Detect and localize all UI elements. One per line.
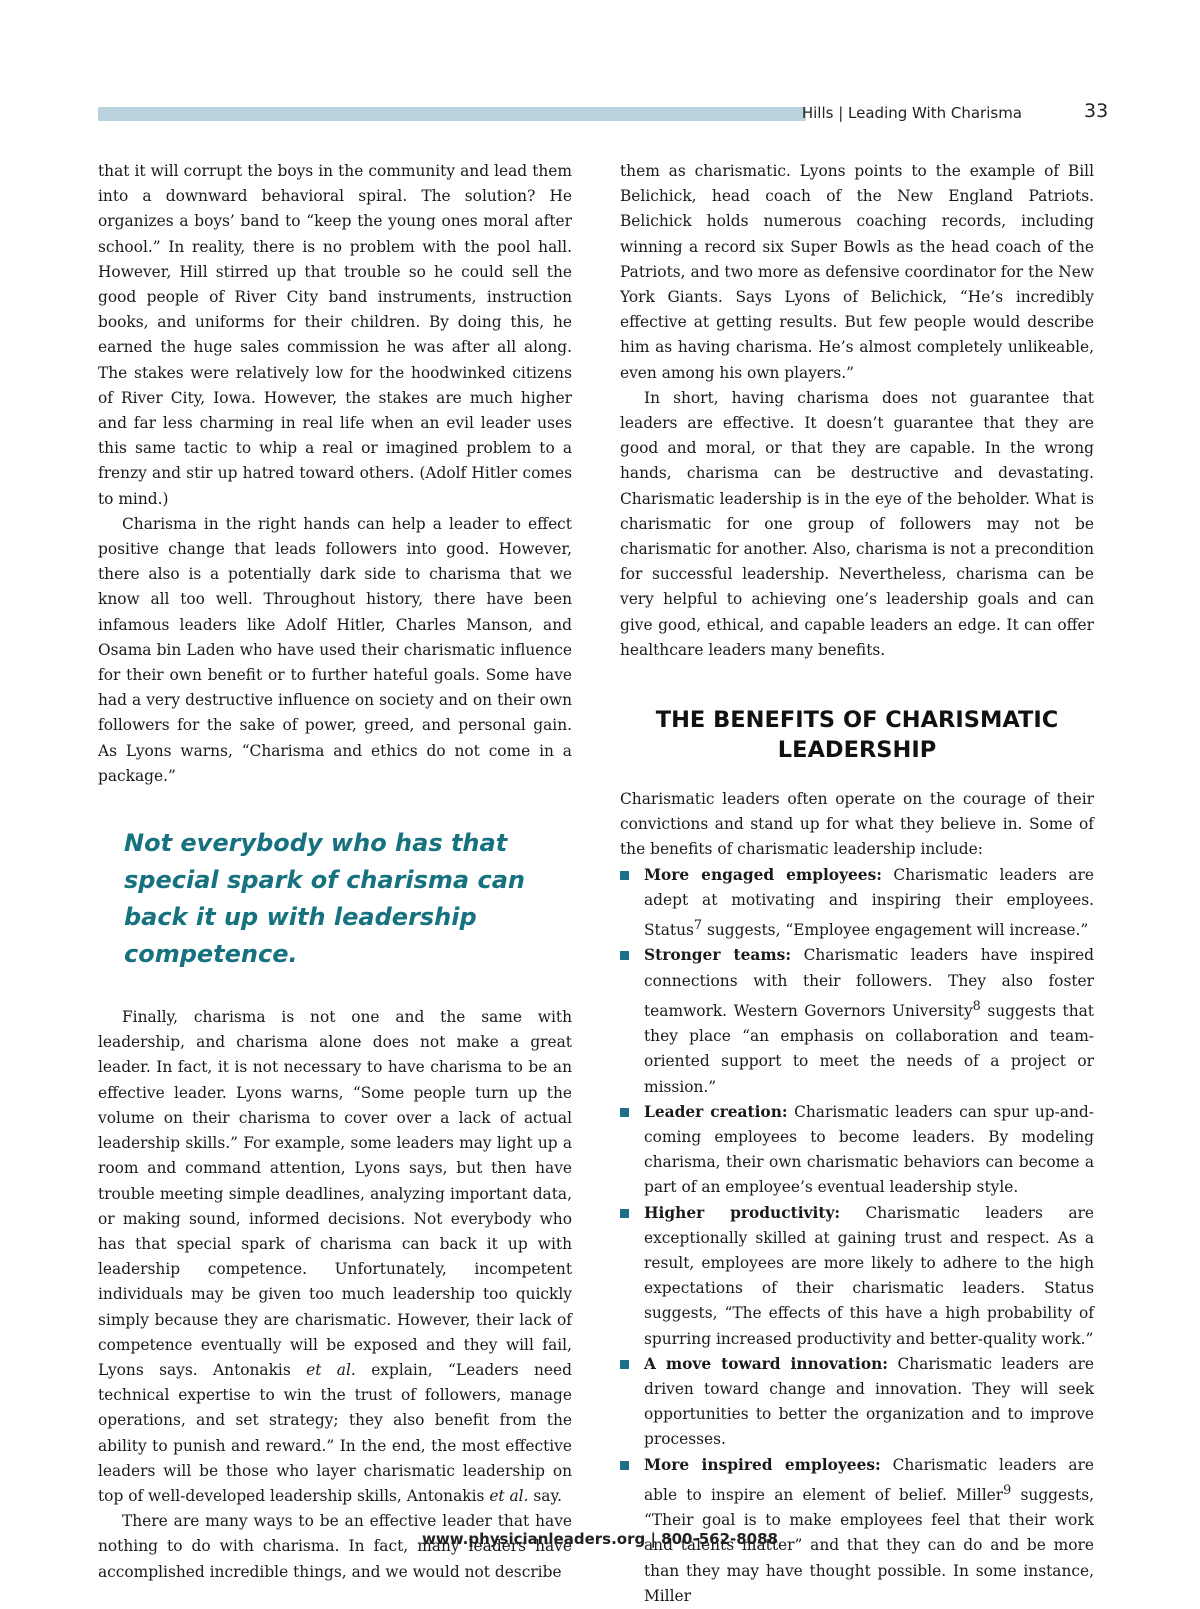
benefit-title: More inspired employees: — [644, 1455, 881, 1474]
paragraph — [98, 1005, 572, 1509]
et-al: et al. — [489, 1486, 529, 1505]
text-run: Finally, charisma is not one and the same with leadership, and charisma alone does not make a great leader. In fact, it is not necessary to have charisma to be an effective leader. Lyons warns, “Some people turn up the volume on their charisma to cover over a lack of actual leadership skills.” For example, some leaders may light up a room and command attention, Lyons says, but then have trouble meeting simple deadlines, analyzing important data, or making sound, informed decisions. Not everybody who has that special spark of charisma can back it up with leadership competence. Unfortunately, incompetent individuals may be given too much leadership too quickly simply because they are charismatic. However, their lack of competence eventually will be exposed and they will fail, Lyons says. Antonakis — [98, 1008, 572, 1379]
footer-contact: www.physicianleaders.org | 800-562-8088 — [422, 1530, 778, 1548]
footnote-ref: 9 — [1003, 1482, 1012, 1498]
running-title: Hills | Leading With Charisma — [801, 104, 1022, 122]
text-run: say. — [528, 1486, 563, 1505]
square-bullet-icon — [620, 1108, 629, 1117]
left-column — [98, 159, 572, 1585]
benefit-text: suggests that they place “an emphasis on collaboration and team-oriented support to meet the needs of a project or mission.” — [644, 1001, 1094, 1096]
paragraph: There are many ways to be an effective leader that have nothing to do with charisma. In fact, many leaders have accomplished incredible things, and we would not describe — [98, 1512, 572, 1581]
footnote-ref: 7 — [693, 918, 703, 934]
footnote-ref: 8 — [972, 998, 981, 1014]
paragraph: them as charismatic. Lyons points to the example of Bill Belichick, head coach of the New England Patriots. Belichick holds numerous coaching records, including winning a record six Super Bowls as the head coach of the Patriots, and two more as defensive coordinator for the New York Giants. Says Lyons of Belichick, “He’s incredibly effective at getting results. But few people would describe him as having charisma. He’s almost completely unlikeable, even among his own players.” — [620, 162, 1094, 382]
list-item — [620, 1352, 1094, 1453]
list-item — [620, 1201, 1094, 1352]
paragraph: Charisma in the right hands can help a leader to effect positive change that leads followers into good. However, there also is a potentially dark side to charisma that we know all too well. Throughout history, there have been infamous leaders like Adolf Hitler, Charles Manson, and Osama bin Laden who have used their charismatic influence for their own benefit or to further hateful goals. Some have had a very destructive influence on society and on their own followers for the sake of power, greed, and personal gain. As Lyons warns, “Charisma and ethics do not come in a package.” — [98, 514, 572, 785]
benefit-title: A move toward innovation: — [644, 1354, 888, 1373]
pull-quote: Not everybody who has that special spark of charisma can back it up with leadership competence. — [124, 829, 525, 969]
benefit-text: Charismatic leaders are able to inspire an element of belief. Miller — [644, 1455, 1094, 1504]
right-column — [620, 159, 1094, 1609]
benefit-title: Stronger teams: — [644, 946, 791, 965]
paragraph: Charismatic leaders often operate on the courage of their convictions and stand up for what they believe in. Some of the benefits of charismatic leadership include: — [620, 790, 1094, 859]
square-bullet-icon — [620, 1461, 629, 1470]
list-item — [620, 943, 1094, 1099]
paragraph: that it will corrupt the boys in the community and lead them into a downward behavioral spiral. The solution? He organizes a boys’ band to “keep the young ones moral after school.” In reality, there is no problem with the pool hall. However, Hill stirred up that trouble so he could sell the good people of River City band instruments, instruction books, and uniforms for their children. By doing this, he earned the huge sales commission he was after all along. The stakes were relatively low for the hoodwinked citizens of River City, Iowa. However, the stakes are much higher and far less charming in real life when an evil leader uses this same tactic to whip a real or imagined problem to a frenzy and stir up hatred toward others. (Adolf Hitler comes to mind.) — [98, 162, 572, 508]
list-item — [620, 863, 1094, 944]
benefit-text: Charismatic leaders are adept at motivating and inspiring their employees. Status — [644, 865, 1094, 940]
square-bullet-icon — [620, 871, 629, 880]
benefit-text: suggests, “Employee engagement will increase.” — [702, 921, 1089, 940]
paragraph: In short, having charisma does not guarantee that leaders are effective. It doesn’t guarantee that they are good and moral, or that they are capable. In the wrong hands, charisma can be destructive and devastating. Charismatic leadership is in the eye of the beholder. What is charismatic for one group of followers may not be charismatic for another. Also, charisma is not a precondition for successful leadership. Nevertheless, charisma can be very helpful to achieving one’s leadership goals and can give good, ethical, and capable leaders an edge. It can offer healthcare leaders many benefits. — [620, 388, 1094, 659]
benefit-text: Charismatic leaders are exceptionally skilled at gaining trust and respect. As a result, employees are more likely to adhere to the high expectations of their charismatic leaders. Status suggests, “The effects of this have a high probability of spurring increased productivity and better-quality work.” — [644, 1203, 1094, 1348]
square-bullet-icon — [620, 951, 629, 960]
benefit-title: Higher productivity: — [644, 1203, 841, 1222]
benefit-title: More engaged employees: — [644, 865, 882, 884]
page-number: 33 — [1084, 100, 1109, 122]
section-heading: THE BENEFITS OF CHARISMATIC LEADERSHIP — [655, 707, 1059, 764]
benefit-text: Charismatic leaders are driven toward change and innovation. They will seek opportunities to better the organization and to improve processes. — [644, 1354, 1094, 1449]
square-bullet-icon — [620, 1360, 629, 1369]
list-item — [620, 1100, 1094, 1201]
benefit-text: Charismatic leaders can spur up-and-coming employees to become leaders. By modeling charisma, their own charismatic behaviors can become a part of an employee’s eventual leadership style. — [644, 1102, 1094, 1197]
benefit-title: Leader creation: — [644, 1102, 788, 1121]
et-al: et al. — [306, 1360, 356, 1379]
benefit-text: Charismatic leaders have inspired connections with their followers. They also foster teamwork. Western Governors University — [644, 946, 1094, 1020]
square-bullet-icon — [620, 1209, 629, 1218]
benefits-list — [620, 863, 1094, 1609]
header-rule — [98, 107, 806, 121]
benefit-text: suggests, “Their goal is to make employees feel that their work and talents matter” and that they can do and be more than they may have thought possible. In some instance, Miller — [644, 1485, 1094, 1605]
text-run: explain, “Leaders need technical expertise to win the trust of followers, manage operations, and set strategy; they also benefit from the ability to punish and reward.” In the end, the most effective leaders will be those who layer charismatic leadership on top of well-developed leadership skills, Antonakis — [98, 1360, 572, 1505]
